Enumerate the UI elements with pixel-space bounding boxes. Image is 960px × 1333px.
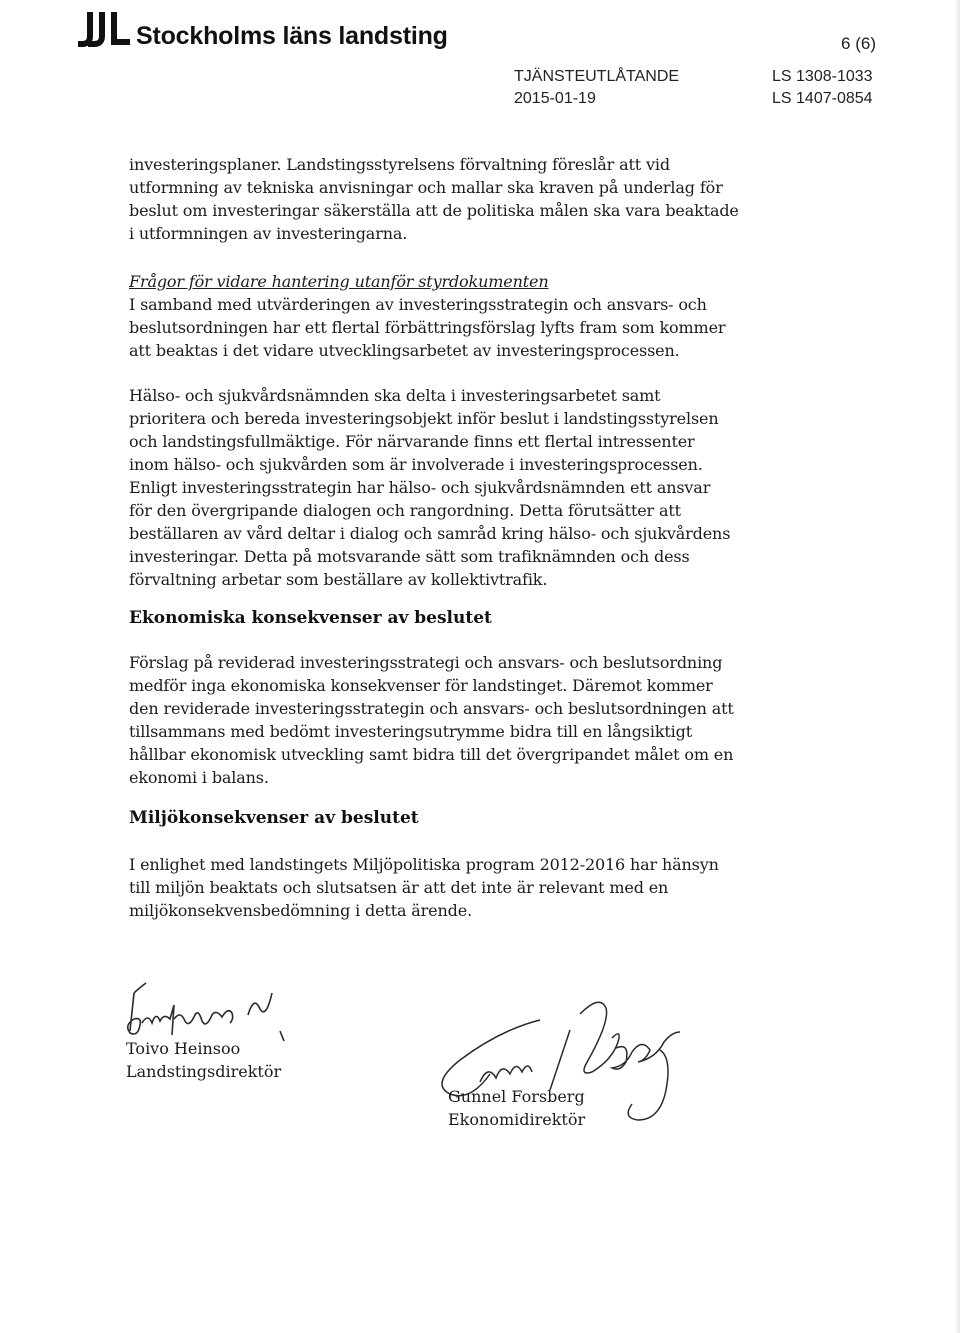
text-line: investeringsplaner. Landstingsstyrelsens förvaltning föreslår att vid (129, 155, 670, 174)
text-line: Enligt investeringsstrategin har hälso- och sjukvårdsnämnden ett ansvar (129, 478, 711, 497)
section-heading-economic: Ekonomiska konsekvenser av beslutet (129, 608, 492, 628)
text-line: ekonomi i balans. (129, 768, 269, 787)
document-meta-right (772, 66, 873, 110)
organization-name: Stockholms läns landsting (136, 22, 448, 50)
document-date: 2015-01-19 (514, 90, 596, 107)
text-line: att beaktas i det vidare utvecklingsarbetet av investeringsprocessen. (129, 341, 680, 360)
text-line: beslutsordningen har ett flertal förbättringsförslag lyfts fram som kommer (129, 318, 726, 337)
paragraph-economic (129, 651, 734, 789)
paragraph-investment-plans (129, 153, 739, 245)
section-subheading: Frågor för vidare hantering utanför styrdokumenten (129, 272, 549, 291)
document-type: TJÄNSTEUTLÅTANDE (514, 68, 680, 85)
section-heading-environment: Miljökonsekvenser av beslutet (129, 808, 419, 828)
text-line: Förslag på reviderad investeringsstrategi och ansvars- och beslutsordning (129, 653, 723, 672)
text-line: beställaren av vård deltar i dialog och samråd kring hälso- och sjukvårdens (129, 524, 731, 543)
reference-number: LS 1308-1033 (772, 68, 873, 85)
text-line: beslut om investeringar säkerställa att de politiska målen ska vara beaktade (129, 201, 739, 220)
sll-logo-icon (76, 8, 132, 52)
paragraph-health-board (129, 384, 729, 591)
text-line: medför inga ekonomiska konsekvenser för landstinget. Däremot kommer (129, 676, 713, 695)
signature-toivo-heinsoo (112, 975, 312, 1045)
reference-number: LS 1407-0854 (772, 90, 873, 107)
text-line: I samband med utvärderingen av investeringsstrategin och ansvars- och (129, 295, 707, 314)
text-line: tillsammans med bedömt investeringsutrymme bidra till en långsiktigt (129, 722, 692, 741)
text-line: till miljön beaktats och slutsatsen är att det inte är relevant med en (129, 878, 669, 897)
signatory-title: Ekonomidirektör (448, 1110, 586, 1129)
signatory-name: Toivo Heinsoo (126, 1039, 241, 1058)
text-line: för den övergripande dialogen och rangordning. Detta förutsätter att (129, 501, 681, 520)
document-meta-left (514, 66, 679, 110)
text-line: Hälso- och sjukvårdsnämnden ska delta i investeringsarbetet samt (129, 386, 661, 405)
text-line: inom hälso- och sjukvården som är involverade i investeringsprocessen. (129, 455, 703, 474)
text-line: hållbar ekonomisk utveckling samt bidra till det övergripandet målet om en (129, 745, 734, 764)
signatory-title: Landstingsdirektör (126, 1062, 282, 1081)
text-line: investeringar. Detta på motsvarande sätt som trafiknämnden och dess (129, 547, 690, 566)
text-line: den reviderade investeringsstrategin och ansvars- och beslutsordningen att (129, 699, 734, 718)
text-line: prioritera och bereda investeringsobjekt inför beslut i landstingsstyrelsen (129, 409, 719, 428)
signatory-block (126, 1037, 281, 1083)
text-line: i utformningen av investeringarna. (129, 224, 408, 243)
section-further-questions (129, 270, 729, 362)
text-line: miljökonsekvensbedömning i detta ärende. (129, 901, 473, 920)
signatory-name: Gunnel Forsberg (448, 1087, 585, 1106)
text-line: förvaltning arbetar som beställare av kollektivtrafik. (129, 570, 548, 589)
text-line: I enlighet med landstingets Miljöpolitiska program 2012-2016 har hänsyn (129, 855, 719, 874)
page-number: 6 (6) (841, 34, 876, 53)
paragraph-environment (129, 853, 729, 922)
scan-edge-shadow (954, 0, 960, 1333)
text-line: och landstingsfullmäktige. För närvarande finns ett flertal intressenter (129, 432, 695, 451)
signatory-block (448, 1085, 585, 1131)
text-line: utformning av tekniska anvisningar och mallar ska kraven på underlag för (129, 178, 723, 197)
